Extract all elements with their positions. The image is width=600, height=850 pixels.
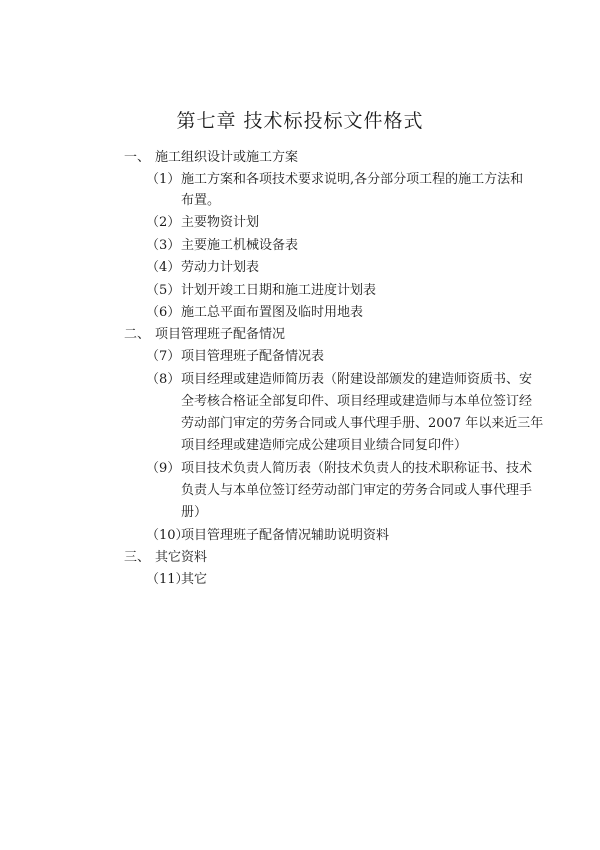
item-number: （10）: [146, 528, 189, 543]
item-number: （11）: [146, 572, 189, 587]
item-number: （1）: [146, 172, 181, 187]
item-text: 册）: [181, 505, 208, 520]
item-text: 布置。: [181, 193, 221, 208]
section-label: 施工组织设计或施工方案: [155, 150, 299, 165]
item-number: （6）: [146, 305, 181, 320]
item-text: 项目技术负责人简历表（附技术负责人的技术职称证书、技术: [181, 461, 533, 476]
section-number: 一、: [124, 150, 151, 165]
section-number: 三、: [124, 550, 151, 565]
item-number: （5）: [146, 283, 181, 298]
item-text: 施工方案和各项技术要求说明,各分部分项工程的施工方法和: [181, 172, 524, 187]
item-text: 劳动力计划表: [181, 260, 260, 275]
item-number: （7）: [146, 349, 181, 364]
item-text: 项目经理或建造师简历表（附建设部颁发的建造师资质书、安: [181, 372, 533, 387]
item-text: 项目经理或建造师完成公建项目业绩合同复印件）: [181, 438, 468, 453]
item-text: 劳动部门审定的劳务合同或人事代理手册、2007 年以来近三年: [181, 416, 544, 431]
section-label: 其它资料: [155, 550, 208, 565]
item-number: （8）: [146, 372, 181, 387]
chapter-title: 第七章 技术标投标文件格式: [176, 110, 424, 132]
item-text: 其它: [181, 572, 208, 587]
item-text: 主要施工机械设备表: [181, 238, 299, 253]
item-text: 全考核合格证全部复印件、项目经理或建造师与本单位签订经: [181, 394, 533, 409]
item-number: （2）: [146, 215, 181, 230]
section-label: 项目管理班子配备情况: [155, 327, 286, 342]
item-text: 主要物资计划: [181, 215, 260, 230]
item-text: 项目管理班子配备情况辅助说明资料: [181, 528, 390, 543]
item-number: （9）: [146, 461, 181, 476]
item-text: 负责人与本单位签订经劳动部门审定的劳务合同或人事代理手: [181, 483, 533, 498]
item-text: 项目管理班子配备情况表: [181, 349, 325, 364]
item-number: （4）: [146, 260, 181, 275]
item-text: 施工总平面布置图及临时用地表: [181, 305, 364, 320]
item-number: （3）: [146, 238, 181, 253]
section-number: 二、: [124, 327, 151, 342]
item-text: 计划开竣工日期和施工进度计划表: [181, 283, 377, 298]
